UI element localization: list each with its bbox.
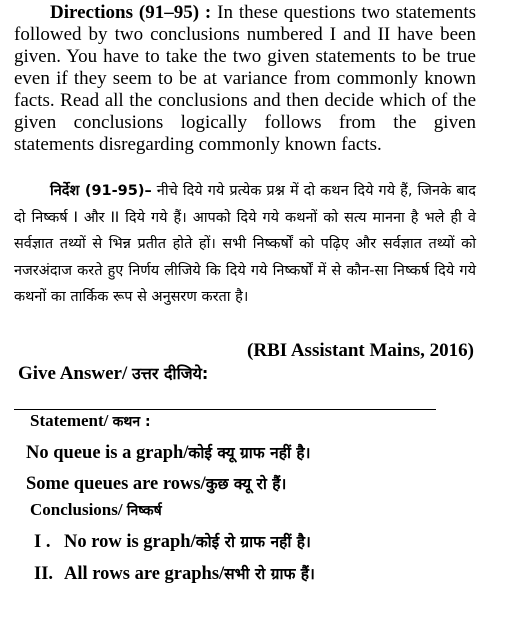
conclusion-2-hi: सभी रो ग्राफ हैं।	[224, 565, 315, 583]
conclusion-2-en: All rows are graphs/	[64, 564, 225, 584]
give-answer-en: Give Answer/	[18, 363, 128, 384]
statement-2-en: Some queues are rows/	[26, 474, 206, 494]
statement-1-hi: कोई क्यू ग्राफ नहीं है।	[188, 444, 311, 462]
exam-source: (RBI Assistant Mains, 2016)	[247, 340, 474, 361]
conclusion-1-hi: कोई रो ग्राफ नहीं है।	[195, 533, 311, 551]
statement-1	[26, 441, 310, 464]
statement-2-hi: कुछ क्यू रो हैं।	[205, 475, 287, 493]
directions-hindi	[14, 178, 476, 311]
directions-heading-en: Directions (91–95) :	[50, 2, 212, 23]
conclusion-2-number: II.	[34, 564, 54, 584]
conclusion-2	[34, 562, 315, 585]
conclusions-label	[30, 500, 162, 520]
statement-1-en: No queue is a graph/	[26, 443, 189, 463]
divider-line	[14, 409, 436, 410]
directions-body-hi: नीचे दिये गये प्रत्येक प्रश्न में दो कथन दिये गये हैं, जिनके बाद दो निष्कर्ष I और II दिये गये हैं। आपको दिये गये कथनों को सत्य मानना है भले ही वे सर्वज्ञात तथ्यों से भिन्न प्रतीत होते हों। सभी निष्कर्षों को पढ़िए और सर्वज्ञात तथ्यों को नजरअंदाज करते हुए निर्णय लीजिये कि दिये गये निष्कर्षों में से कौन-सा निष्कर्ष दिये गये कथनों का तार्किक रूप से अनुसरण करता है।	[14, 183, 477, 305]
statement-label-hi: कथन :	[112, 414, 151, 430]
conclusion-1	[34, 530, 311, 553]
statement-2	[26, 472, 286, 495]
conclusions-label-en: Conclusions/	[30, 500, 123, 519]
conclusions-label-hi: निष्कर्ष	[126, 503, 162, 519]
statement-label	[30, 411, 151, 431]
directions-heading-hi: निर्देश (91-95)–	[50, 183, 152, 199]
statement-label-en: Statement/	[30, 411, 109, 430]
give-answer-label	[18, 362, 208, 385]
conclusion-1-en: No row is graph/	[64, 532, 196, 552]
directions-body-en: In these questions two statements followed by two conclusions numbered I and II have been given. You have to take the two given statements to be true even if they seem to be at variance from commonly known facts. Read all the conclusions and then decide which of the given conclusions logically follows from the given statements disregarding commonly known facts.	[14, 2, 476, 155]
give-answer-hi: उत्तर दीजिये:	[132, 364, 209, 383]
conclusion-1-number: I .	[34, 532, 51, 552]
directions-english	[14, 2, 476, 156]
